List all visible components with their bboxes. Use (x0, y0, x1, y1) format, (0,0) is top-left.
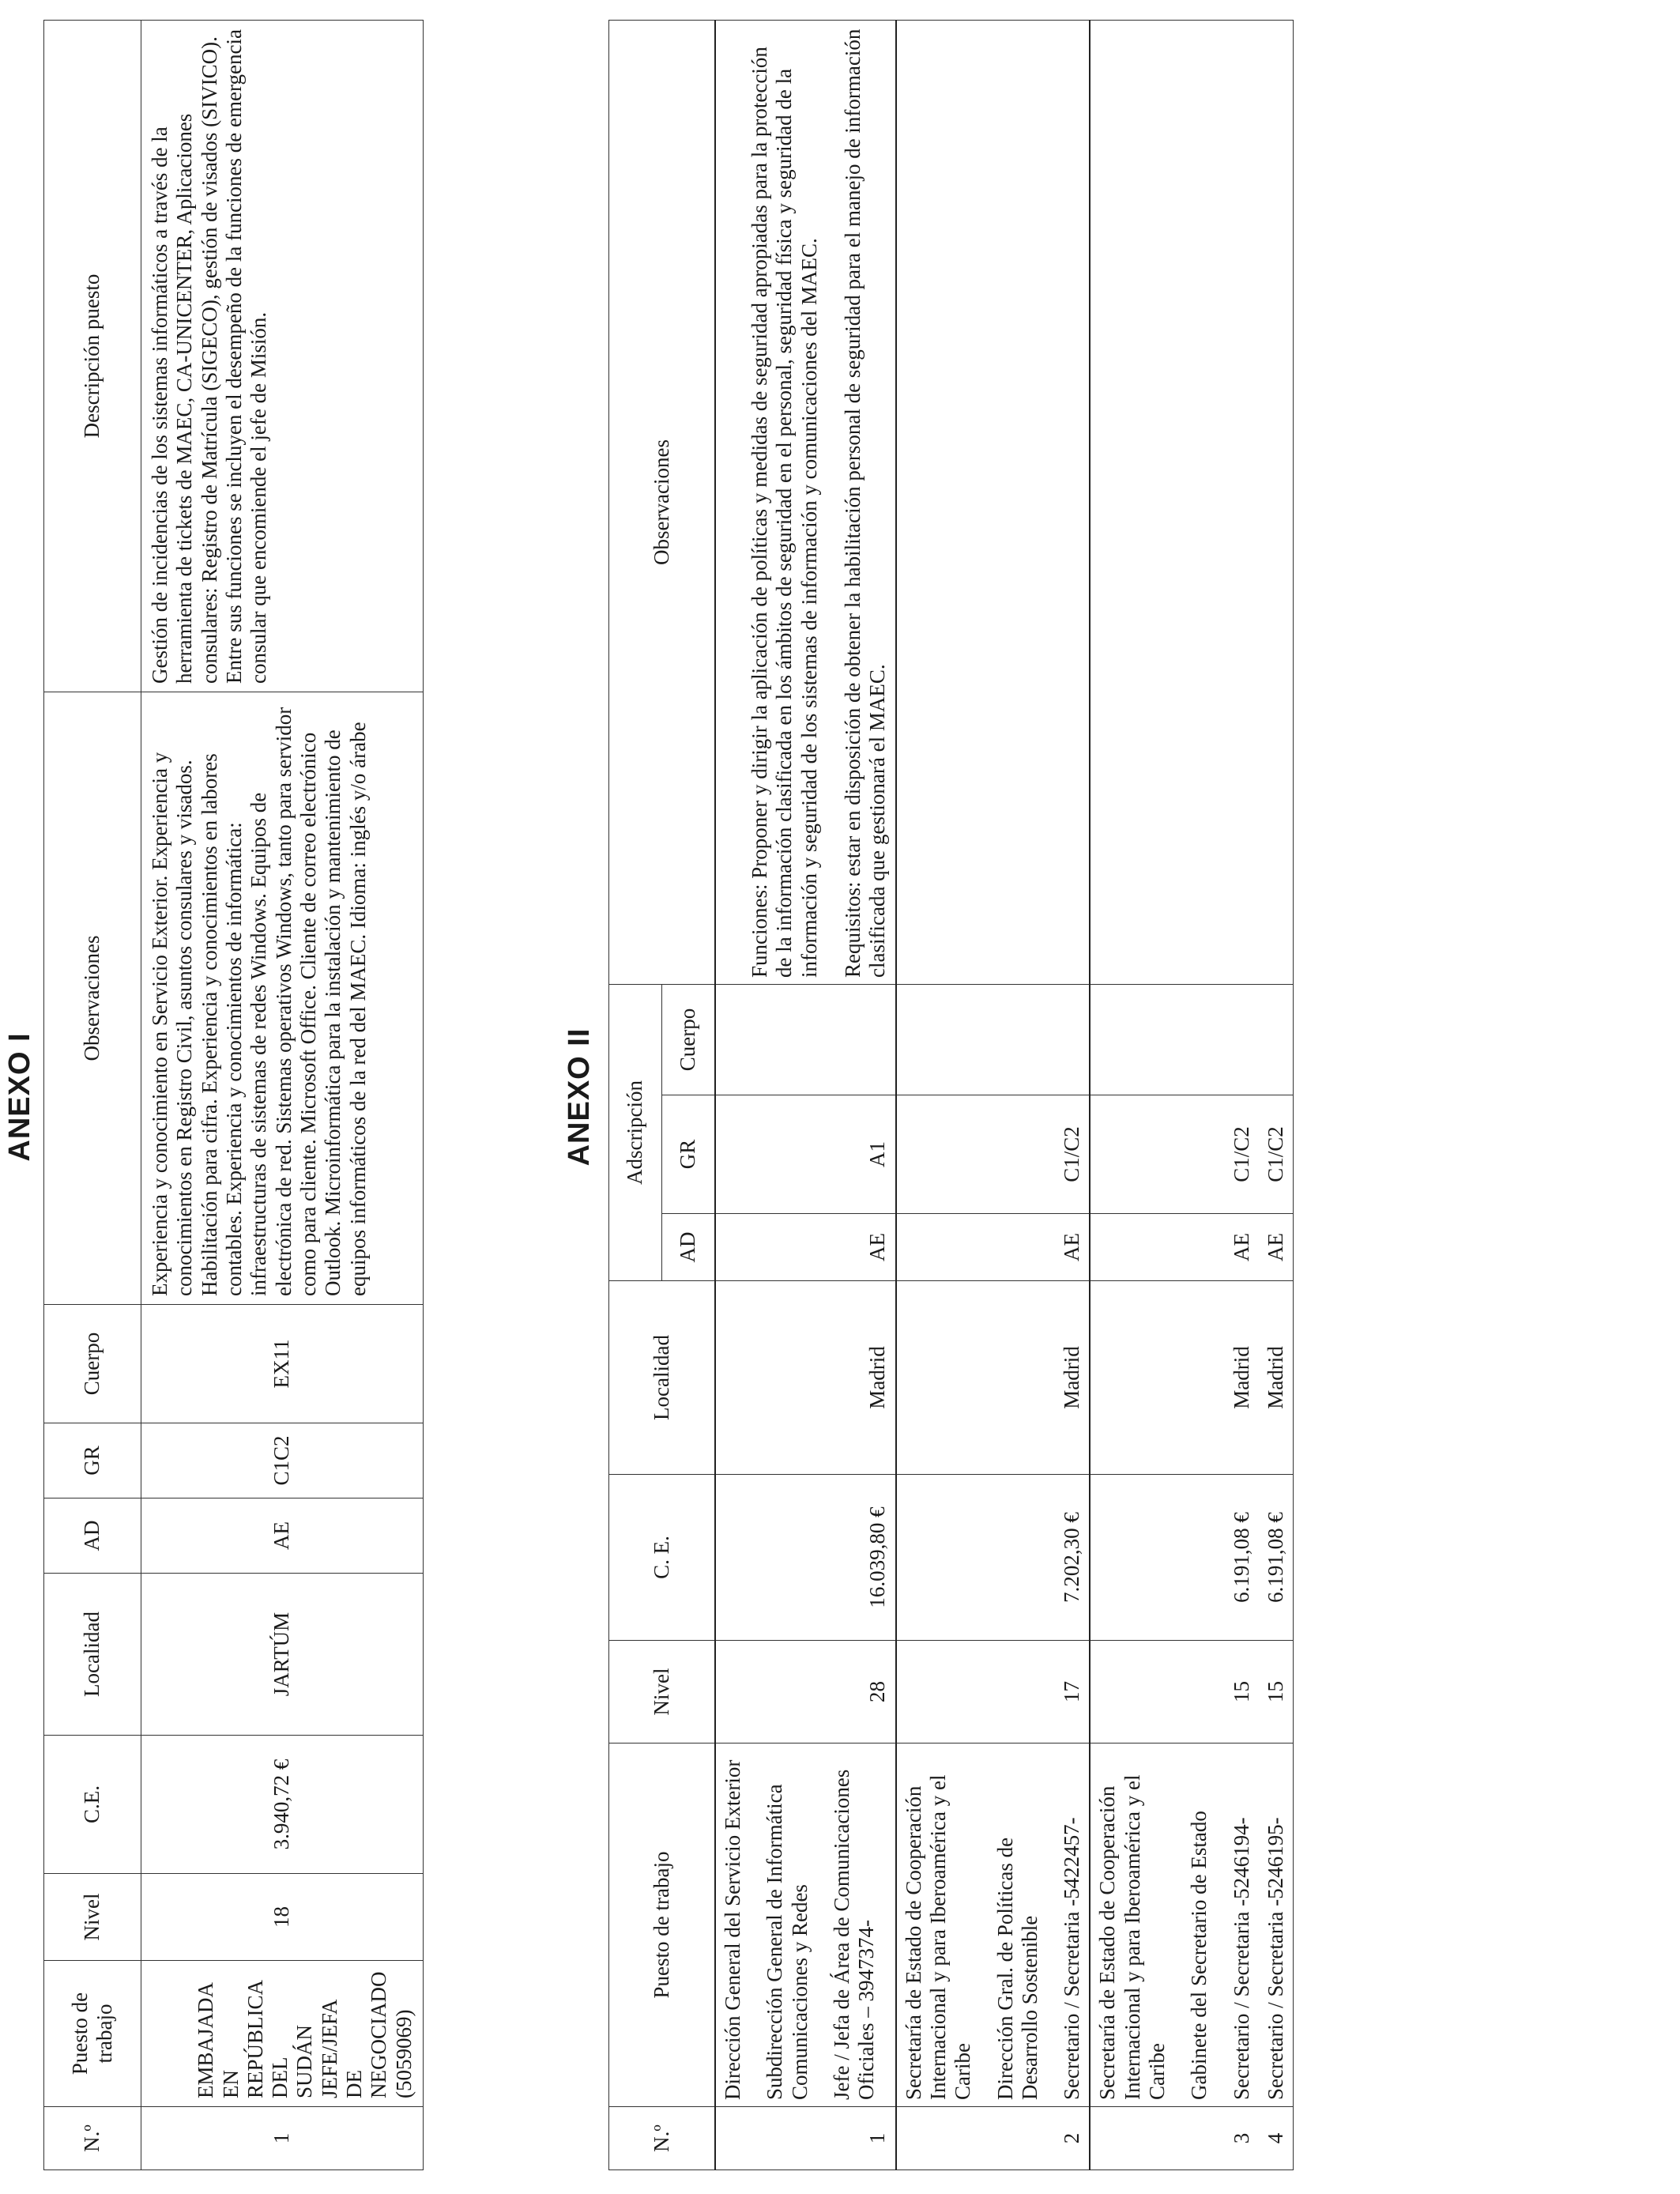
row-cuerpo (1090, 985, 1259, 1095)
row-num: 1 (715, 2107, 896, 2170)
table-row (141, 21, 424, 2170)
row-puesto (1259, 1744, 1294, 2107)
header-ce: C. E. (609, 1475, 716, 1641)
row-cuerpo (1259, 985, 1294, 1095)
row-ce: 3.940,72 € (141, 1736, 424, 1874)
row-ad: AE (896, 1214, 1090, 1281)
anexo-2-table (608, 20, 1294, 2170)
puesto-line: JEFE/JEFA DE (317, 2000, 367, 2098)
row-puesto (896, 1744, 1090, 2107)
header-num: N.º (44, 2107, 141, 2170)
header-nivel: Nivel (609, 1641, 716, 1744)
header-ce: C.E. (44, 1736, 141, 1874)
observaciones-requisitos: Requisitos: estar en disposición de obtener la habilitación personal de seguridad para el manejo de información clasificada que gestionará el MAEC. (840, 28, 890, 978)
row-gr: C1C2 (141, 1423, 424, 1498)
row-cuerpo (715, 985, 896, 1095)
header-puesto: Puesto de trabajo (609, 1744, 716, 2107)
row-gr: C1/C2 (1090, 1095, 1259, 1214)
header-localidad: Localidad (609, 1281, 716, 1475)
table-row (1259, 21, 1294, 2170)
row-ad: AE (141, 1498, 424, 1574)
header-ad: AD (662, 1214, 716, 1281)
header-localidad: Localidad (44, 1574, 141, 1736)
row-cuerpo: EX11 (141, 1305, 424, 1423)
row-descripcion: Gestión de incidencias de los sistemas informáticos a través de la herramienta de tickets de MAEC, CA-UNICENTER, Aplicaciones consulares: Registro de Matrícula (SIGECO), gestión de visados (SIVICO). Entre sus funciones se incluyen el desempeño de la funciones de emergencia consular que encomiende el jefe de Misión. (141, 21, 424, 692)
row-ad: AE (1259, 1214, 1294, 1281)
table-row (715, 21, 896, 2170)
row-num: 3 (1090, 2107, 1259, 2170)
puesto-line: Secretaría de Estado de Cooperación Internacional y para Iberoamérica y el Caribe (1095, 1774, 1170, 2100)
header-ad: AD (44, 1498, 141, 1574)
row-ad: AE (715, 1214, 896, 1281)
row-nivel: 28 (715, 1641, 896, 1744)
header-nivel: Nivel (44, 1874, 141, 1961)
puesto-line: Dirección Gral. de Políticas de Desarrollo Sostenible (993, 1837, 1042, 2100)
row-num: 4 (1259, 2107, 1294, 2170)
header-observaciones: Observaciones (44, 692, 141, 1305)
row-num: 1 (141, 2107, 424, 2170)
table-row (896, 21, 1090, 2170)
puesto-line: Subdirección General de Informática Comunicaciones y Redes (763, 1784, 812, 2100)
row-gr: C1/C2 (896, 1095, 1090, 1214)
anexo-2-header-row (609, 21, 662, 2170)
header-descripcion: Descripción puesto (44, 21, 141, 692)
anexo-1-title: ANEXO I (3, 1032, 36, 1162)
puesto-line: Secretario / Secretaria -5246194- (1229, 1817, 1253, 2100)
row-ce: 6.191,08 € (1090, 1475, 1259, 1641)
anexo-1-table (43, 20, 424, 2170)
row-gr: C1/C2 (1259, 1095, 1294, 1214)
row-ce: 7.202,30 € (896, 1475, 1090, 1641)
puesto-line: SUDÁN (292, 2024, 317, 2098)
puesto-line: Gabinete del Secretario de Estado (1187, 1811, 1211, 2100)
puesto-line: REPÚBLICA DEL (243, 1981, 292, 2098)
puesto-line: Secretario / Secretaria -5422457- (1060, 1817, 1084, 2100)
row-ce: 16.039,80 € (715, 1475, 896, 1641)
header-adscripcion: Adscripción (609, 985, 662, 1281)
row-nivel: 15 (1090, 1641, 1259, 1744)
row-observaciones (715, 21, 896, 985)
row-puesto (715, 1744, 896, 2107)
puesto-line: EMBAJADA EN (194, 1983, 243, 2098)
header-observaciones: Observaciones (609, 21, 716, 985)
row-observaciones (1259, 21, 1294, 985)
row-observaciones: Experiencia y conocimiento en Servicio Exterior. Experiencia y conocimientos en Registro Civil, asuntos consulares y visados. Habilitación para cifra. Experiencia y conocimientos en labores contables. Experiencia y conocimientos de informática: infraestructuras de sistemas de redes Windows. Equipos de electrónica de red. Sistemas operativos Windows, tanto para servidor como para cliente. Microsoft Office. Cliente de correo electrónico Outlook. Microinformática para la instalación y mantenimiento de equipos informáticos de la red del MAEC. Idioma: inglés y/o árabe (141, 692, 424, 1305)
row-ce: 6.191,08 € (1259, 1475, 1294, 1641)
puesto-line: (5059069) (391, 2009, 416, 2098)
row-puesto (141, 1961, 424, 2107)
row-gr: A1 (715, 1095, 896, 1214)
observaciones-funciones: Funciones: Proponer y dirigir la aplicación de políticas y medidas de seguridad apropiadas para la protección de la información clasificada en los ámbitos de seguridad en el personal, seguridad física y seguridad de la información y seguridad de los sistemas de información y comunicaciones del MAEC. (748, 47, 821, 978)
row-nivel: 18 (141, 1874, 424, 1961)
row-nivel: 17 (896, 1641, 1090, 1744)
table-row (1090, 21, 1259, 2170)
row-puesto (1090, 1744, 1259, 2107)
anexo-1-header-row (44, 21, 141, 2170)
row-num: 2 (896, 2107, 1090, 2170)
puesto-line: Secretario / Secretaria -5246195- (1264, 1817, 1287, 2100)
row-cuerpo (896, 985, 1090, 1095)
header-puesto: Puesto de trabajo (44, 1961, 141, 2107)
header-gr: GR (44, 1423, 141, 1498)
header-num: N.º (609, 2107, 716, 2170)
row-localidad: Madrid (1259, 1281, 1294, 1475)
row-localidad: Madrid (1090, 1281, 1259, 1475)
puesto-line: Secretaría de Estado de Cooperación Internacional y para Iberoamérica y el Caribe (901, 1774, 975, 2100)
row-observaciones (896, 21, 1090, 985)
header-cuerpo: Cuerpo (662, 985, 716, 1095)
puesto-line: NEGOCIADO (367, 1971, 391, 2098)
header-cuerpo: Cuerpo (44, 1305, 141, 1423)
puesto-line: Dirección General del Servicio Exterior (721, 1759, 744, 2100)
row-localidad: JARTÚM (141, 1574, 424, 1736)
row-localidad: Madrid (896, 1281, 1090, 1475)
row-ad: AE (1090, 1214, 1259, 1281)
puesto-line: Jefe / Jefa de Área de Comunicaciones Oficiales – 3947374- (829, 1769, 879, 2100)
row-localidad: Madrid (715, 1281, 896, 1475)
header-gr: GR (662, 1095, 716, 1214)
row-observaciones (1090, 21, 1259, 985)
row-nivel: 15 (1259, 1641, 1294, 1744)
anexo-2-title: ANEXO II (563, 1027, 596, 1167)
